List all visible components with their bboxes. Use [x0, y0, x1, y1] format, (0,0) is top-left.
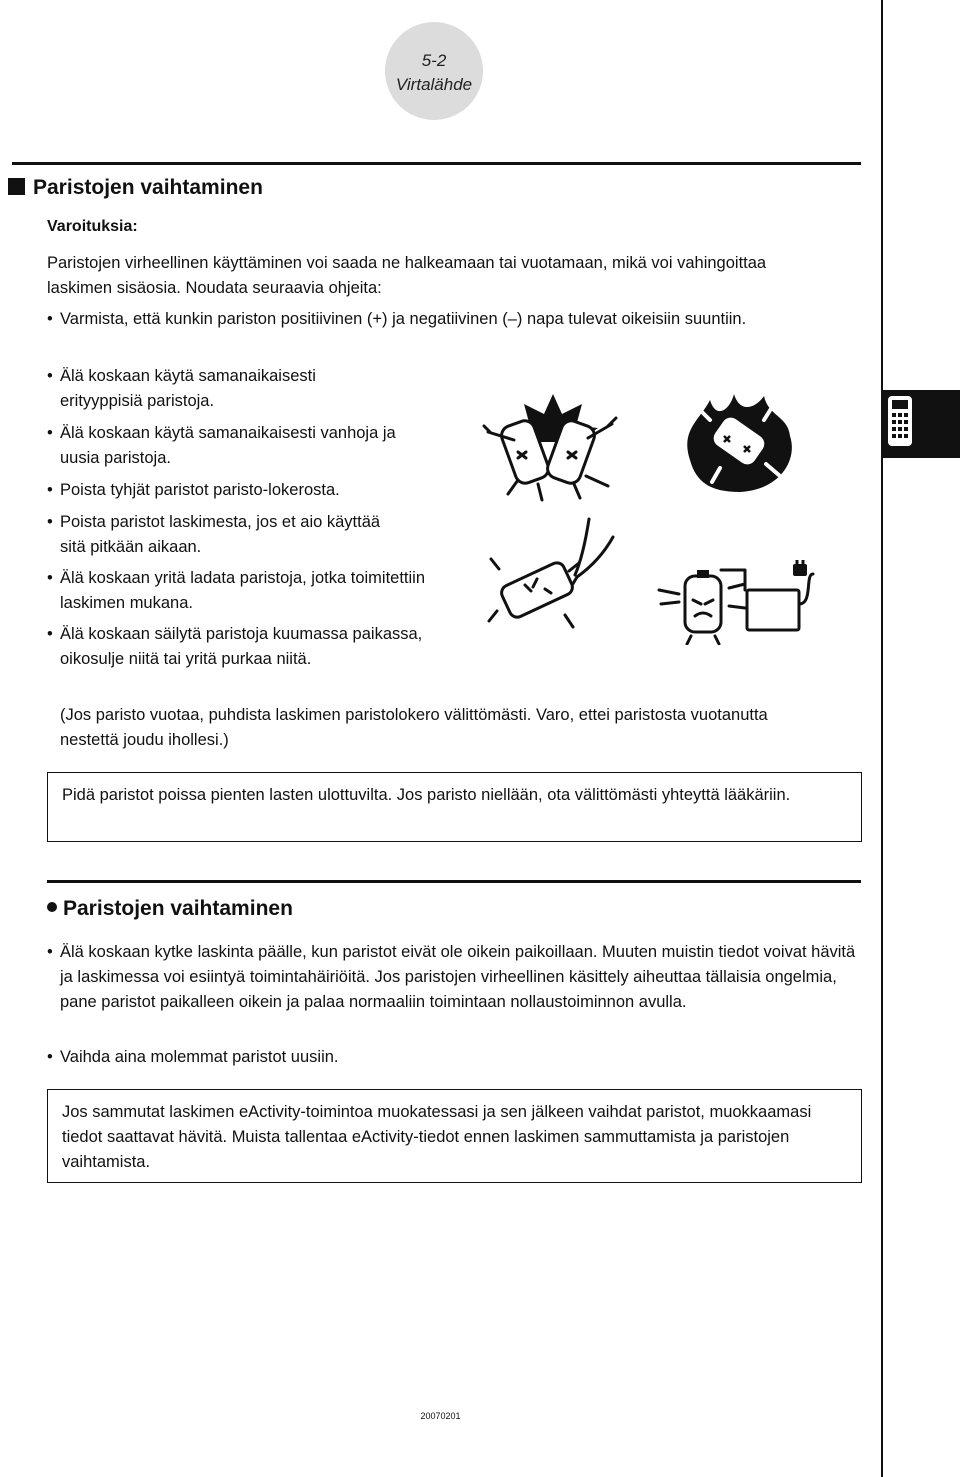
- eactivity-warning-box: Jos sammutat laskimen eActivity-toimintoa muokatessasi ja sen jälkeen vaihdat paristot, muokkaamasi tiedot saattavat hävitä. Muista tallentaa eActivity-tiedot ennen laskimen sammuttamista ja paristojen vaihtamista.: [47, 1089, 862, 1183]
- leak-note: (Jos paristo vuotaa, puhdista laskimen paristolokero välittömästi. Varo, ettei paristosta vuotanutta nestettä joudu ihollesi.): [60, 706, 768, 749]
- child-warning-box: Pidä paristot poissa pienten lasten ulottuvilta. Jos paristo niellään, ota välittömästi yhteyttä lääkäriin.: [47, 772, 862, 842]
- list-item: • Varmista, että kunkin pariston positiivinen (+) ja negatiivinen (–) napa tulevat oikeisiin suuntiin.: [47, 310, 747, 328]
- mixed-batteries-illustration: [478, 392, 628, 502]
- list-item: • Vaihda aina molemmat paristot uusiin.: [47, 1048, 339, 1066]
- warning-label: Varoituksia:: [47, 218, 138, 235]
- charging-battery-illustration: [655, 560, 825, 645]
- list-item: • Älä koskaan kytke laskinta päälle, kun paristot eivät ole oikein paikoillaan. Muuten muistin tiedot voivat hävitä ja laskimessa voi esiintyä toimintahäiriöitä. Jos paristojen virheellinen käsittely aiheuttaa tällaisia ongelmia, pane paristot paikalleen oikein ja palaa normaaliin toimintaan nollaustoiminnon avulla.: [47, 943, 856, 1011]
- dot-bullet-icon: [47, 902, 57, 912]
- calculator-icon: [883, 390, 960, 458]
- list-item: • Älä koskaan käytä samanaikaisesti vanhoja ja uusia paristoja.: [47, 424, 396, 467]
- chapter-tab[interactable]: [883, 390, 960, 458]
- page-badge: [385, 22, 483, 120]
- intro-text: Paristojen virheellinen käyttäminen voi saada ne halkeamaan tai vuotamaan, mikä voi vahingoittaa laskimen sisäosia. Noudata seuraavia ohjeita:: [47, 254, 767, 297]
- margin-rule: [881, 0, 883, 1477]
- list-item: • Poista paristot laskimesta, jos et aio käyttää sitä pitkään aikaan.: [47, 513, 381, 556]
- subsection-title: Paristojen vaihtaminen: [47, 897, 293, 921]
- subsection-rule: [47, 880, 861, 883]
- disassembled-battery-illustration: [485, 515, 620, 635]
- list-item: • Poista tyhjät paristot paristo-lokerosta.: [47, 481, 340, 499]
- square-bullet-icon: [8, 178, 25, 195]
- burning-battery-illustration: [680, 390, 800, 500]
- chapter-title: Virtalähde: [395, 75, 473, 94]
- list-item: • Älä koskaan käytä samanaikaisesti erityyppisiä paristoja.: [47, 367, 316, 410]
- page-number: 5-2: [421, 51, 447, 70]
- list-item: • Älä koskaan säilytä paristoja kuumassa paikassa, oikosulje niitä tai yritä purkaa niitä.: [47, 625, 423, 668]
- section-rule: [12, 162, 861, 165]
- footer-code: 20070201: [420, 1411, 461, 1421]
- list-item: • Älä koskaan yritä ladata paristoja, jotka toimitettiin laskimen mukana.: [47, 569, 426, 612]
- section-title: Paristojen vaihtaminen: [8, 176, 263, 200]
